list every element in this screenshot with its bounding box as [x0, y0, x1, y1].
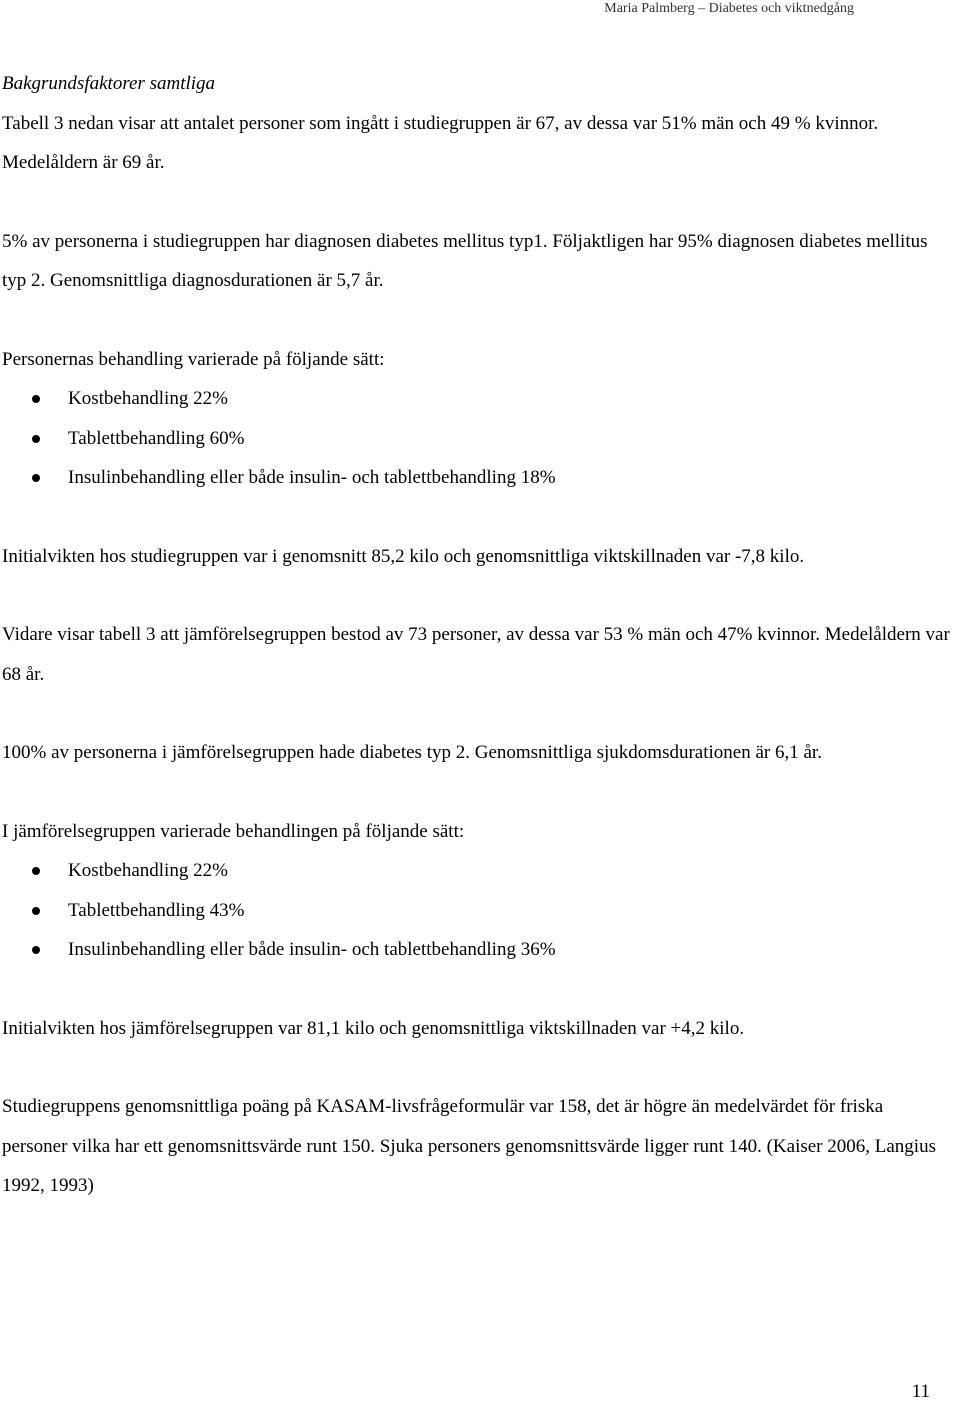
paragraph-comparison-diagnosis: 100% av personerna i jämförelsegruppen hade diabetes typ 2. Genomsnittliga sjukdomsdurationen är 6,1 år.: [2, 742, 822, 763]
spacer: [2, 301, 950, 340]
spacer: [2, 183, 950, 222]
paragraph-sample-size: Tabell 3 nedan visar att antalet personer som ingått i studiegruppen är 67, av dessa var 51% män och 49 % kvinnor. Medelåldern är 69 år.: [2, 112, 879, 173]
list-item: [2, 851, 950, 891]
list-item-text: Tablettbehandling 60%: [68, 427, 245, 449]
spacer: [2, 773, 950, 812]
paragraph-initial-weight: Initialvikten hos studiegruppen var i genomsnitt 85,2 kilo och genomsnittliga viktskillnaden var -7,8 kilo.: [2, 545, 805, 567]
section-heading: Bakgrundsfaktorer samtliga: [2, 73, 216, 94]
list-item: [2, 930, 950, 970]
comparison-treatment-list: [2, 851, 950, 970]
bullet-icon: [32, 395, 40, 403]
paragraph-comparison-weight: Initialvikten hos jämförelsegruppen var 81,1 kilo och genomsnittliga viktskillnaden var +4,2 kilo.: [2, 1017, 745, 1039]
page-number: 11: [911, 1381, 930, 1402]
bullet-icon: [32, 435, 40, 443]
spacer: [2, 576, 950, 615]
paragraph-comparison-treatment-intro: I jämförelsegruppen varierade behandlingen på följande sätt:: [2, 820, 465, 842]
bullet-icon: [32, 867, 40, 875]
document-body: [2, 64, 950, 1206]
list-item: [2, 891, 950, 931]
list-item-text: Insulinbehandling eller både insulin- och tablettbehandling 36%: [68, 939, 556, 960]
bullet-icon: [32, 946, 40, 954]
running-header: Maria Palmberg – Diabetes och viktnedgång: [604, 1, 854, 16]
paragraph-kasam: Studiegruppens genomsnittliga poäng på KASAM-livsfrågeformulär var 158, det är högre än medelvärdet för friska personer vilka har ett genomsnittsvärde runt 150. Sjuka personers genomsnittsvärde ligger runt 140. (Kaiser 2006, Langius 1992, 1993): [2, 1096, 936, 1196]
paragraph-diagnosis: 5% av personerna i studiegruppen har diagnosen diabetes mellitus typ1. Följaktligen har 95% diagnosen diabetes mellitus typ 2. Genomsnittliga diagnosdurationen är 5,7 år.: [2, 230, 928, 291]
paragraph-treatment-intro: Personernas behandling varierade på följande sätt:: [2, 348, 385, 370]
list-item: [2, 379, 950, 419]
study-treatment-list: [2, 379, 950, 498]
list-item: [2, 458, 950, 498]
spacer: [2, 498, 950, 537]
paragraph-comparison-group: Vidare visar tabell 3 att jämförelsegruppen bestod av 73 personer, av dessa var 53 % män och 47% kvinnor. Medelåldern var 68 år.: [2, 624, 950, 685]
list-item-text: Tablettbehandling 43%: [68, 899, 245, 921]
list-item: [2, 419, 950, 459]
spacer: [2, 694, 950, 733]
spacer: [2, 970, 950, 1009]
list-item-text: Kostbehandling 22%: [68, 388, 228, 409]
list-item-text: Kostbehandling 22%: [68, 860, 228, 881]
bullet-icon: [32, 907, 40, 915]
spacer: [2, 1048, 950, 1087]
list-item-text: Insulinbehandling eller både insulin- och tablettbehandling 18%: [68, 467, 556, 488]
bullet-icon: [32, 474, 40, 482]
